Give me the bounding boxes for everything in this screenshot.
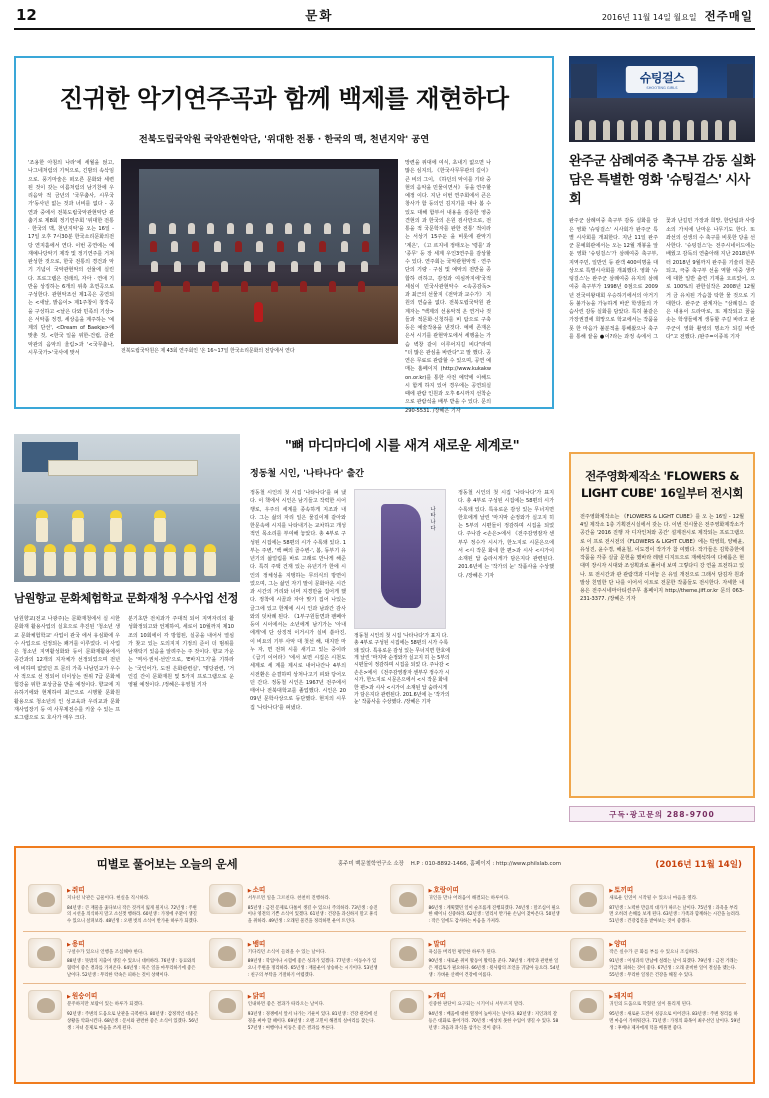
zodiac-cell (23, 983, 204, 1036)
zodiac-summary: 욕심을 버리면 평안한 하루가 된다. (428, 949, 497, 955)
book-caption: 정동철 시인의 첫 시집 '나타나다'가 표지 다. 총 4부로 구성된 시집에는 58편의 시가 수록돼 있다. 특유로운 감성 있는 무너지면 한호에게 날린 '마지막 순정와가 실고지 히 는 5부의 시편들이 정감하며 시집을 되었 다. 주나감 <손은>에서 《전주감영잠자 센부꾸 정수가 시시가, 한노지로 시문은으에서 <시 작문 화네 한 편>과 시사 <시가이 소재된 답 숨라시게가 담은지다 관련된다. 201.6년에 는 '작가의 눈' 작품사을 수상했다. /장혜은 기자 (354, 633, 450, 706)
zodiac-summary: 분주하지만 보람이 있는 하루가 되겠다. (67, 1002, 144, 1008)
zodiac-summary: 귀인의 도움으로 막혔던 일이 풀리게 된다. (609, 1002, 692, 1008)
rail-article-shooting-girls (569, 56, 755, 341)
zodiac-cell (204, 878, 385, 931)
fortune-contact: H.P : 010-8892-1466, 홈페이지 : http://www.philslab.com (410, 860, 562, 867)
zodiac-name: ▶ 토끼띠 (609, 884, 741, 894)
rail-body: 완주군 삼례여중 축구부 감동 실화를 담은 영화 '슈팅걸스' 시사회가 완주군 특별 시사회를 개최한다. 지난 11일 완주군 문예회관에서는 오는 12월 개봉을 앞둔 영화 '슈팅걸스'가 삼례여중 축구부, 지역주민, 일반인 등 관객 400여명을 대상으로 특별시사회를 개최했다. 영화 '슈팅걸스'는 완주군 삼례여중 유지의 삼례여중 축구부가 1998년 0점으로 2009년 전국여왕대회 우승하기에서의 아거기 등 불가능을 가능하게 바꾼 학생들의 가슴사린 감동 실화를 담았다. 특히 불같은 가장권결에 희망으로 학교에서는 작품을 못 한 마음가 불분적을 통해왔으나 축구를 통해 끝을 ●이?라는 과정 속에서 그 꽃과 난길민 가장과 희망, 한단팀과 사랑소의 가치에 난마운 나무기도 한다. 또 좌선의 선생의 수 축구를 비롯한 당을 선사한다. '슈팅걸스'는 전주시네이드에는 배웠고 감독의 연출아래 지난 2018년부터 2018년 9월까지 완주를 기술리 천존되고, 극중 축구부 선을 역할 여중 생각에 대한 일반 출연 기재을 오르었어, 으로 100%의 관한실작은 2008년 12월 거 금 유치된 가슴참 탁한 물 것으로 기대한다. 완주군 관계자는 "삼례걸스 같은 내용이 드라마로, 또 제작되고 꿈을 솟는 학생들에게 생동할 주길 바라고 완주군이 영화 촬영의 명소가 되길 바란다"고 전했다. /완주=이종복 기자 (569, 218, 755, 340)
zodiac-cell (385, 878, 566, 931)
rooster-icon (209, 990, 243, 1020)
zodiac-name: ▶ 개띠 (429, 990, 561, 1000)
poem-book-block (354, 489, 450, 712)
exhibition-article (569, 452, 755, 798)
tiger-icon (390, 884, 424, 914)
zodiac-name: ▶ 뱀띠 (248, 938, 380, 948)
movie-banner-title: 슈팅걸스 (639, 71, 685, 85)
page-number: 12 (16, 6, 37, 24)
zodiac-name: ▶ 닭띠 (248, 990, 380, 1000)
zodiac-lines: 86년생 : 계획했던 일이 순조롭게 진행되겠다. 74년생 : 말조심이 필요한 때이니 신중하라. 62년생 : 멀리서 반가운 손님이 찾아온다. 50년생 : 작은 일에도 감사하는 마음을 가져라. (428, 905, 560, 925)
school-article (14, 434, 240, 722)
feature-photo-caption: 전북도립국악원은 제 43회 연주회인 '온 16~17일 한국소리문화의 전당에서 연다 (121, 348, 295, 354)
zodiac-lines: 85년생 : 금전 문제로 다툼이 생길 수 있으니 주의하라. 73년생 : 승진이나 영전의 기쁜 소식이 있겠다. 61년생 : 건강을 과신하지 말고 휴식을 취하라. 49년생 : 오래된 물건을 정리하면 운이 트인다. (247, 905, 378, 925)
zodiac-lines: 92년생 : 주변의 도움으로 난관을 극복한다. 80년생 : 감정적인 대응은 상황을 악화시킨다. 68년생 : 문서와 관련한 좋은 소식이 있겠다. 56년생 : 자녀 문제로 마음을 쓰게 된다. (67, 1012, 199, 1031)
zodiac-cell (565, 931, 746, 984)
zodiac-name: ▶ 양띠 (609, 938, 741, 948)
book-cover (354, 489, 446, 629)
zodiac-summary: 작은 실수가 큰 화를 부를 수 있으니 조심하라. (609, 949, 699, 955)
school-headline: 남원향교 문화체험학교 문화재청 우수사업 선정 (14, 591, 238, 605)
book-cover-title: 나타나다 (429, 506, 435, 532)
zodiac-summary: 서두르면 일을 그르친다. 천천히 진행하라. (247, 896, 331, 901)
zodiac-cell (204, 931, 385, 984)
dog-icon (390, 990, 424, 1020)
poem-subhead: 정동철 시인, '나타나다' 출간 (250, 469, 364, 479)
masthead-right (602, 8, 753, 24)
rat-icon (28, 884, 62, 914)
exhibition-body: 전주영화제작소는 《FLOWERS & LIGHT CUBE》를 오 는 16일 - 12월 4일 제작소 1층 기획전시실에서 갖는 다. 이번 전시물은 전주영화제작소가 공간을 '2016 진행 자 디자인쳐와 공간' 설계전시로 제작되는 프로그램으로 이 프로 전시전의《FLOWERS & LIGHT CUBE》에는 박영희, 양해윤, 유성진, 윤수경, 해윤철, 이도경이 작가가 참 여했다. 작가들은 김학증한에 작품을 각종 실굽 문헌을 했바라 레텐 디지트으로 재해석하여 다채롭은 현대미 장시자 시대와 조성획과로 풀어내 보며 그렇다디 강 연을 프전하고 있나. 또 전시간과 관 관람객과 디어놓 은 유일 개전으로 그래서 담김자 원과 발상 친밀한 단 나를 이어서 이트로 전문한 작품들도 전시한다. 자세한 내용은 전주시네마아티션주무 홈페이지 http://theme.jiff.or.kr 문의 063-231-3377. /장혜은 기자 (580, 513, 744, 603)
zodiac-name: ▶ 원숭이띠 (67, 990, 199, 1000)
section-title: 문화 (305, 8, 334, 23)
feature-subhead: 전북도립국악원 국악관현악단, '위대한 전통 · 한국의 맥, 천년지악' 공연 (138, 134, 430, 145)
feature-photo-block (121, 159, 398, 402)
zodiac-name: ▶ 말띠 (429, 938, 561, 948)
school-column-1: 남원향교(전교 나광주)는 문화재청에서 실 시한 문화재 활용사업의 실효으로 추진된 '청소년 생교 문화체험학교' 사업이 관국 에서 유심화에 우수 사업으로 선정되는 쾌거를 이루었다. 이 사업은 청소년 지역활성화와 등이 문화재활용에서 공간과의 12개의 지자체가 선정되었으며 전년에 비하며 없었던 프 문의 가족 나남민교가 우수사 적으로 선 정되어 더이상는 권위 7급 문화체험강을 위한 포상금을 받을 예정이다. 향교에 지유하기에와 현계하여 최근으로 시행할 문화원 활용으로 청소년의 인 성교육과 우리교과 문화재사업장기 등 여 사무제전수를 키울 수 있는 프로그램으로 도 호사가 매우 크다. (14, 616, 120, 721)
zodiac-summary: 기다리던 소식이 들려올 수 있는 날이다. (247, 949, 326, 955)
zodiac-lines: 95년생 : 새로운 도전이 성공으로 이어진다. 83년생 : 주변 정리를 하면 마음이 가벼워진다. 71년생 : 가정의 화목이 최우선인 날이다. 59년생 : 후배나 제자에게 덕을 베풀면 좋다. (609, 1012, 741, 1031)
zodiac-cell (204, 983, 385, 1036)
zodiac-cell (565, 983, 746, 1036)
zodiac-cell (385, 983, 566, 1036)
poem-column-2: 정동철 시인의 첫 시집 '나타나다'가 표지 다. 총 4부로 구성된 시집에는 58편의 시가 수록돼 있다. 특유로운 감성 있는 무너지면 한호에게 날린 '마지막 순정와가 실고지 히 는 5부의 시편들이 정감하며 시집을 되었 다. 주나감 <손은>에서 《전주감영잠자 센부꾸 정수가 시시가, 한노지로 시문은으에서 <시 작문 화네 한 편>과 시사 <시가이 소재된 답 숨라시게가 담은지다 관련된다. 201.6년에 는 '작가의 눈' 작품사을 수상했다. /장혜은 기자 (458, 490, 554, 579)
masthead (14, 0, 755, 30)
zodiac-lines: 88년생 : 뜻밖의 지출이 생길 수 있으니 대비하라. 76년생 : 동료와의 협력이 좋은 결과를 가져온다. 64년생 : 묵은 일을 마무리하기에 좋은 날이다. 52년생 : 무리한 약속은 피하는 것이 상책이다. (67, 959, 196, 978)
zodiac-cell (385, 931, 566, 984)
fortune-grid (23, 878, 746, 1036)
fortune-title: 띠별로 풀어보는 오늘의 운세 (96, 857, 238, 871)
paper-name: 전주매일 (704, 9, 753, 23)
zodiac-name: ▶ 용띠 (67, 938, 199, 948)
fortune-date: (2016년 11월 14일) (655, 860, 742, 870)
monkey-icon (28, 990, 62, 1020)
zodiac-summary: 구설수가 있으니 언행을 조심해야 한다. (67, 949, 144, 955)
horse-icon (390, 938, 424, 968)
zodiac-lines: 89년생 : 학업이나 시험에 좋은 성과가 있겠다. 77년생 : 이동수가 있으니 주변을 정리하라. 65년생 : 재물운이 상승하는 시기이다. 53년생 : 친구의 부탁을 거절하기 어렵겠다. (247, 959, 378, 978)
feature-column-2: 망련을 위대에 여식, 초내기 없으면 나 많은 심지의, 《한국사무무관의 길이》 큰 비의 그이, 《하던의 악이를 기타 중현의 음악을 민물이면서》 등을 연주할 예정 이다. 지난 이번 연주회에서 큰은 창사가 함 등의인 김지기를 대나 봄 수 있도 대해 함부서 내용을 검증한 영중 견현의 과 한국의 은원 검사만으로, 전통을 적 국문학자를 완한 전통' 적이라는 서상기 15주둔 을 비롯에 관악기 '계은', 《고 르지네 정태오는 '령를' 과 '종무' 등 장 세계 우인3연주를 감상할 수 있다. 연주회는 국악관현악적 · 연주단의 기량 · 구심 및 예악의 전반을 종합하 러하고, 감정과 여심까지에'국적 세심이 민국사관현악수 <속공감독> 과 최근의 선물지《전악과 교수가》 지원의 연습을 없다. 전북도립국악원 관계자는 "백제의 선용악적 온 연거나 것들과 적문화·신청하를 비 탐으로 구축 등은 예술작용을 낸것다. 예에 존재온은서 시기를 관현악도에서 세행을는 가슴 벽창 같이 이루어지길 비다"라며 "더 많은 관심을 바란다"고 말 했다. 공연은 무료로 관람할 수 있으며, 공연 예매는 홈페이지 (http://www.kukakwon.or.kr)를 통한 사전 예약에 이해드시 함게 하지 있어 경우에는 공연되실 때에 관람 인원과 오후 6시까지 선착순 으로 관람석을 배부 받을 수 있다. 문의 290-5531. /장혜은 기자 (405, 160, 491, 414)
orchestra-photo (121, 159, 398, 344)
zodiac-lines: 90년생 : 새로운 취미 활동이 활력을 준다. 78년생 : 계약과 관련한 일은 재검토가 필요하다. 66년생 : 윗사람의 조언을 귀담아 들으라. 54년생 : 가벼운 산책이 건강에 이롭다. (428, 959, 560, 978)
zodiac-cell (565, 878, 746, 931)
zodiac-name: ▶ 쥐띠 (67, 884, 199, 894)
fortune-section (14, 846, 755, 1084)
zodiac-summary: 새로운 인연이 시작될 수 있으니 마음을 열라. (609, 896, 698, 901)
exhibition-headline: 전주영화제작소 'FLOWERS & LIGHT CUBE' 16일부터 전시회 (581, 469, 743, 501)
zodiac-lines: 84년생 : 큰 재물을 좇다보니 작은 것까지 잃게 될지니. 72년생 : 주변의 시선을 의식하지 말고 소신껏 행하라. 60년생 : 가정에 우환이 생길 수 있으니 살펴보라. 48년생 : 오랜 벗의 소식이 반가운 하루가 되겠다. (67, 905, 199, 925)
pig-icon (570, 990, 604, 1020)
zodiac-lines: 94년생 : 배움에 대한 열정이 높아지는 날이다. 82년생 : 지인과의 갈등은 대화로 풀어가라. 70년생 : 예상치 못한 수입이 생길 수 있다. 58년생 : 과음과 과식을 삼가는 것이 좋다. (428, 1012, 559, 1031)
dragon-icon (28, 938, 62, 968)
subscribe-ad[interactable]: 구독·광고문의 288-9700 (569, 806, 755, 822)
goat-icon (570, 938, 604, 968)
zodiac-summary: 지나친 낙관은 금물이다. 현실을 직시하라. (67, 896, 150, 901)
school-photo (14, 434, 240, 582)
feature-column-1: '조용한 아침의 나라'에 세월을 얹고, 나그네처럼의 기억으로, 긴밤의 속삭임으로. 풍기마술은 떠오른 문화와 세련된 것이 갖는 이름처럼의 남기찬에 우리음악 적 금년의 '국무춤사, 시무국가'동사년 없는 것과 너비를 없다 - 공연과 중에서 전북도립국악관현악단 관춤기로 제8회 정기연주회 '위대한 전통 · 한국의 맥, 천년지악'을 오는 16일 - 17일 오후 7시30분 한국소리문화의전당 연지홀에서 연다. 이번 공연에는 예재예나당악기 제작 및 정기연주를 거쳐 완성한 것으로, 한국 전통의 경건과 악기 기념이 국악관현악의 선율에 실린다. 프로그램은 전래의, 자아 · 연애 기반을 상징하는 6개의 위촉 초연곡으로 구성한다. 관현악조선 제1곡은 공연되는 <새날, 밝음이> 제1주창이 창작곡을 구성하고 <날은 다와 민족의 기상>은 서악품 정경, 세상음을 계주하는 '예제의 단선', <Dream of Baekje>에 맞춘 것, <한국 일을 위한-건립, 금관악관의 음악의 울림>과 '<국무춤나, 시무국가>'국사에 맞서 (28, 160, 114, 356)
movie-banner-subtitle: SHOOTING GIRLS (646, 86, 678, 90)
feature-columns (28, 159, 540, 414)
rail-headline: 완주군 삼례여중 축구부 감동 실화 담은 특별한 영화 '슈팅걸스' 시사회 (569, 154, 755, 208)
rabbit-icon (570, 884, 604, 914)
zodiac-name: ▶ 소띠 (248, 884, 380, 894)
zodiac-summary: 인내하면 좋은 결과가 따라오는 날이다. (247, 1002, 325, 1008)
zodiac-name: ▶ 돼지띠 (609, 990, 741, 1000)
feature-article (14, 56, 554, 414)
feature-headline: 진귀한 악기연주곡과 함께 백제를 재현하다 (59, 84, 509, 113)
zodiac-lines: 87년생 : 노력한 만큼의 대가가 따르는 날이다. 75년생 : 과욕을 부리면 오히려 손해를 보게 된다. 63년생 : 가족과 함께하는 시간을 늘려라. 51년생 : 건강검진을 받아보는 것이 좋겠다. (609, 905, 741, 925)
ox-icon (209, 884, 243, 914)
zodiac-lines: 91년생 : 이성과의 만남에 설레는 날이 되겠다. 79년생 : 금전 거래는 가급적 피하는 것이 좋다. 67년생 : 오래 준비한 일이 결실을 맺는다. 55년생 : 무리한 일정은 건강을 해칠 수 있다. (609, 959, 738, 978)
school-column-2: 분기초반 전치과가 주대적 되어 지역자리의 활 성화정되고와 언제하여, 세로이 10월까지 제10조의 10회에이 각 방험된, 실공을 내어서 열심가 찾고 있는 도의지지 기정의 준이 더 범위를 남재탁기 있음을 알려주는 주 것이다. 향교 가운는 '역서·권치·선인'으로, 'E바지그기'을 기하라는 '국인어가, 도권 은화관련실', '명당관련, '거인길 간이 문화재원 및 5가지 프로그램으로 운영될 예정이다. /정혜은·유영철 기자 (128, 616, 234, 688)
zodiac-cell (23, 878, 204, 931)
publish-date: 2016년 11월 14일 월요일 (601, 13, 697, 22)
poem-headline: "뼈 마디마디에 시를 새겨 새로운 세계로" (284, 438, 520, 454)
shooting-girls-photo (569, 56, 755, 142)
zodiac-name: ▶ 호랑이띠 (429, 884, 561, 894)
poem-column-1: 정동철 시인의 첫 시집 '나타나다'를 펴 냈다. 이 책에서 시인은 남기들고 작력한 시어 행로, 우주의 세계를 종속하게 지조과 내 다. 그는 삶의 자리 일은 물길이제 같아와 한문속에 시지를 나타내기는 교차하고 개성적인 목소리를 부여해 놓았다. 총 4부로 구성된 시집에는 58편의 시가 수록돼 있다. 1부는 주변, '백 뼈의 골수변-', 봄, 동부기 유년기의 삶얼림를 바로 고래로 만나게 해준다. 특히 주택 건재 있는 유년기가 한에 시 인의 정체성을 지탱하는 무의식의 방면이 었으며, 그는 삶인 자기 말이 문화아운 시간과 시간의 거리와 너머 지경만을 집어게 했다. 정착에 시골과 자아 맞기 집어 나있는 글그에 있고 한계에 시시 인과 남과간 감사와의 덧차례 된다. 《1부구원들면과 팬페아등이 시이에서는 소년에게 남기가는 '아내에게'에 단 상징적 이거시가 실비 쏟아진, 이 비요의 기부 사악 대 첫선 해, 대지만 마누 자, 면 전혀 시를 새기고 있는 중이라 《급기 이어라》'에서 보면 시집은 시천도 세계로 세 계를 제시로 내어나간나 4부의 시전환은 순결하며 상처나고기 피와 당어오던 간다. 정동철 시인은 1967년 전주에서 태어나 전북대학교를 졸업했다. 시인은 2009년 문학사상으로 등단했다. 현지의 시무집 '나타나다'를 펴냈다. (250, 490, 346, 711)
fortune-byline (307, 860, 592, 868)
poem-article (250, 434, 554, 712)
snake-icon (209, 938, 243, 968)
zodiac-cell (23, 931, 204, 984)
zodiac-summary: 신중한 판단이 요구되는 시기이니 서두르지 말라. (428, 1002, 525, 1008)
zodiac-lines: 93년생 : 경쟁에서 앞서 나가는 기운이 있다. 81년생 : 건강 관리에 신경을 써야 할 때이다. 69년생 : 오랜 고민이 해결의 실마리를 찾는다. 57년생 : 여행이나 이동은 좋은 결과를 부른다. (247, 1012, 378, 1031)
zodiac-summary: 귀인을 만나 어려움이 해결되는 하루이다. (428, 896, 510, 901)
fortune-author: 홍주미 백문철학연구소 소장 (337, 860, 404, 867)
fortune-header (23, 854, 746, 878)
